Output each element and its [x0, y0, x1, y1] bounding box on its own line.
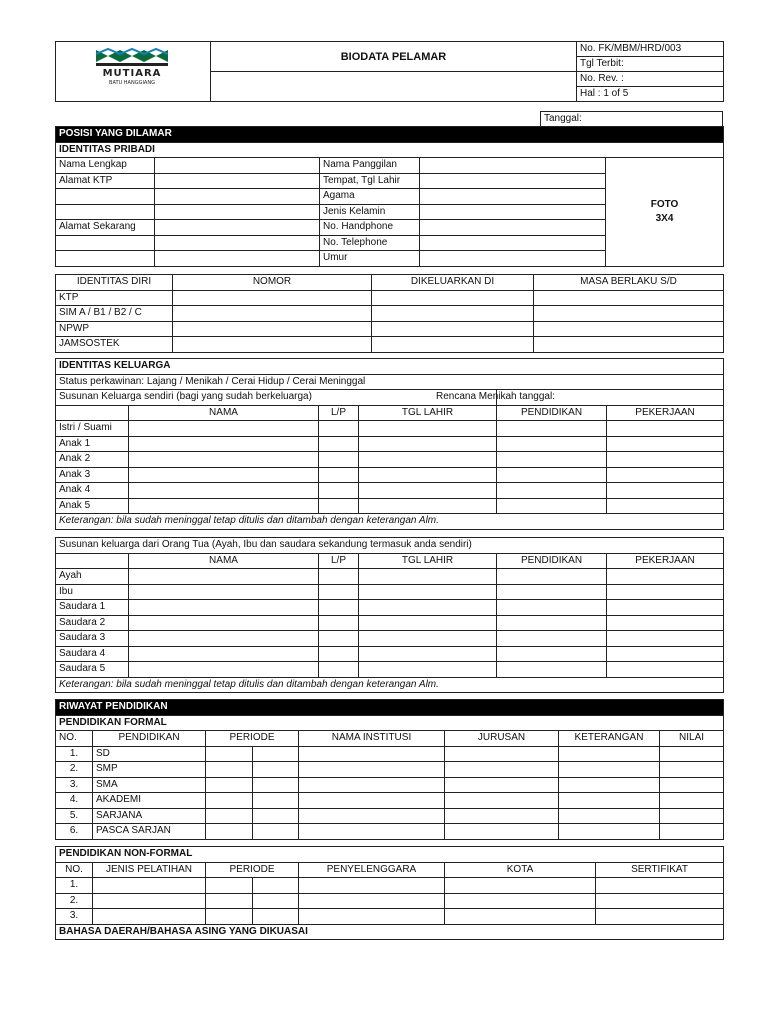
input-cell[interactable] — [299, 762, 445, 778]
table-row — [56, 762, 724, 778]
row-label: Saudara 5 — [56, 662, 129, 678]
input-cell[interactable] — [129, 615, 319, 631]
input-cell[interactable] — [497, 646, 607, 662]
table-row — [56, 909, 724, 925]
input-cell[interactable] — [299, 893, 445, 909]
row-no: 1. — [56, 878, 93, 894]
col-keterangan: KETERANGAN — [559, 731, 660, 747]
input-cell[interactable] — [445, 793, 559, 809]
input-cell[interactable] — [299, 808, 445, 824]
input-nama-panggilan[interactable] — [420, 158, 606, 174]
col-lp: L/P — [319, 553, 359, 569]
label-no-handphone: No. Handphone — [320, 220, 420, 236]
row-no: 3. — [56, 777, 93, 793]
input-no-handphone[interactable] — [420, 220, 606, 236]
input-cell[interactable] — [253, 762, 299, 778]
table-row — [56, 290, 724, 306]
input-cell[interactable] — [253, 824, 299, 840]
table-row — [56, 483, 724, 499]
input-cell[interactable] — [206, 878, 253, 894]
row-label-sim: SIM A / B1 / B2 / C — [56, 306, 173, 322]
input-cell[interactable] — [129, 569, 319, 585]
logo-text-line1: MUTIARA — [102, 68, 162, 79]
input-cell[interactable] — [206, 777, 253, 793]
col-nama-institusi: NAMA INSTITUSI — [299, 731, 445, 747]
input-cell[interactable] — [319, 421, 359, 437]
input-cell[interactable] — [206, 893, 253, 909]
input-cell[interactable] — [319, 452, 359, 468]
label-no-telephone: No. Telephone — [320, 235, 420, 251]
input-cell[interactable] — [607, 467, 724, 483]
input-cell[interactable] — [445, 777, 559, 793]
input-cell[interactable] — [359, 569, 497, 585]
table-row — [56, 615, 724, 631]
label-jenis-kelamin: Jenis Kelamin — [320, 204, 420, 220]
input-cell[interactable] — [497, 467, 607, 483]
input-cell[interactable] — [607, 569, 724, 585]
input-cell[interactable] — [445, 878, 596, 894]
input-cell[interactable] — [596, 909, 724, 925]
label-blank — [56, 251, 155, 267]
col-nama: NAMA — [129, 405, 319, 421]
susunan-keluarga-label: Susunan Keluarga sendiri (bagi yang sudah berkeluarga) — [56, 390, 497, 406]
row-no: 2. — [56, 893, 93, 909]
pendidikan-formal-table — [55, 699, 724, 840]
input-cell[interactable] — [497, 569, 607, 585]
row-level: SD — [93, 746, 206, 762]
table-row — [56, 306, 724, 322]
input-alamat-ktp-3[interactable] — [155, 204, 320, 220]
input-cell[interactable] — [445, 808, 559, 824]
col-blank — [56, 405, 129, 421]
input-cell[interactable] — [319, 483, 359, 499]
input-cell[interactable] — [445, 909, 596, 925]
row-level: SARJANA — [93, 808, 206, 824]
pendidikan-formal-heading: PENDIDIKAN FORMAL — [56, 715, 724, 731]
input-cell[interactable] — [660, 808, 724, 824]
input-cell[interactable] — [445, 893, 596, 909]
input-cell[interactable] — [607, 662, 724, 678]
input-cell[interactable] — [497, 631, 607, 647]
page-number: Hal : 1 of 5 — [577, 87, 724, 102]
input-cell[interactable] — [607, 436, 724, 452]
col-periode: PERIODE — [206, 862, 299, 878]
input-cell[interactable] — [497, 452, 607, 468]
row-level: SMA — [93, 777, 206, 793]
foto-box — [606, 158, 724, 267]
input-cell[interactable] — [319, 662, 359, 678]
col-tgl-lahir: TGL LAHIR — [359, 405, 497, 421]
label-blank — [56, 235, 155, 251]
bahasa-heading: BAHASA DAERAH/BAHASA ASING YANG DIKUASAI — [56, 924, 724, 940]
input-cell[interactable] — [173, 290, 372, 306]
pendidikan-nonformal-table — [55, 846, 724, 940]
input-alamat-ktp[interactable] — [155, 173, 320, 189]
input-cell[interactable] — [319, 584, 359, 600]
input-cell[interactable] — [497, 483, 607, 499]
keluarga-orangtua-table — [55, 537, 724, 693]
foto-size: 3X4 — [655, 212, 674, 224]
row-label: Saudara 1 — [56, 600, 129, 616]
input-tempat-tgl-lahir[interactable] — [420, 173, 606, 189]
input-cell[interactable] — [660, 793, 724, 809]
input-cell[interactable] — [534, 321, 724, 337]
keluarga-heading: IDENTITAS KELUARGA — [56, 359, 724, 375]
input-cell[interactable] — [253, 777, 299, 793]
input-cell[interactable] — [93, 878, 206, 894]
row-label: Ibu — [56, 584, 129, 600]
input-cell[interactable] — [559, 824, 660, 840]
input-cell[interactable] — [607, 483, 724, 499]
col-masa-berlaku: MASA BERLAKU S/D — [534, 275, 724, 291]
input-cell[interactable] — [319, 631, 359, 647]
table-row — [56, 421, 724, 437]
row-label: Anak 4 — [56, 483, 129, 499]
table-row — [56, 793, 724, 809]
input-cell[interactable] — [319, 600, 359, 616]
input-agama[interactable] — [420, 189, 606, 205]
input-alamat-sekarang-2[interactable] — [155, 235, 320, 251]
input-cell[interactable] — [445, 762, 559, 778]
input-cell[interactable] — [607, 631, 724, 647]
col-sertifikat: SERTIFIKAT — [596, 862, 724, 878]
input-cell[interactable] — [206, 746, 253, 762]
mutiara-logo — [80, 46, 180, 86]
input-cell[interactable] — [299, 793, 445, 809]
input-cell[interactable] — [596, 878, 724, 894]
row-label: Saudara 2 — [56, 615, 129, 631]
input-cell[interactable] — [534, 306, 724, 322]
col-jurusan: JURUSAN — [445, 731, 559, 747]
row-label: Istri / Suami — [56, 421, 129, 437]
input-cell[interactable] — [319, 646, 359, 662]
col-tgl-lahir: TGL LAHIR — [359, 553, 497, 569]
input-cell[interactable] — [559, 808, 660, 824]
col-pekerjaan: PEKERJAAN — [607, 405, 724, 421]
col-dikeluarkan-di: DIKELUARKAN DI — [372, 275, 534, 291]
input-alamat-sekarang-3[interactable] — [155, 251, 320, 267]
identitas-pribadi-heading: IDENTITAS PRIBADI — [56, 142, 724, 158]
input-cell[interactable] — [660, 762, 724, 778]
input-cell[interactable] — [497, 421, 607, 437]
row-no: 1. — [56, 746, 93, 762]
label-alamat-ktp: Alamat KTP — [56, 173, 155, 189]
input-cell[interactable] — [129, 600, 319, 616]
input-nama-lengkap[interactable] — [155, 158, 320, 174]
row-label-ktp: KTP — [56, 290, 173, 306]
table-row — [56, 498, 724, 514]
input-cell[interactable] — [607, 600, 724, 616]
input-cell[interactable] — [129, 498, 319, 514]
col-nomor: NOMOR — [173, 275, 372, 291]
keterangan-note: Keterangan: bila sudah meninggal tetap ditulis dan ditambah dengan keterangan Alm. — [56, 514, 724, 530]
input-no-telephone[interactable] — [420, 235, 606, 251]
table-row — [56, 777, 724, 793]
input-cell[interactable] — [497, 436, 607, 452]
form-title: BIODATA PELAMAR — [211, 42, 577, 72]
input-cell[interactable] — [129, 662, 319, 678]
status-perkawinan[interactable]: Status perkawinan: Lajang / Menikah / Cerai Hidup / Cerai Meninggal — [56, 374, 724, 390]
input-cell[interactable] — [206, 824, 253, 840]
label-nama-panggilan: Nama Panggilan — [320, 158, 420, 174]
input-cell[interactable] — [559, 777, 660, 793]
input-cell[interactable] — [372, 306, 534, 322]
input-cell[interactable] — [129, 467, 319, 483]
input-cell[interactable] — [445, 824, 559, 840]
input-cell[interactable] — [660, 746, 724, 762]
input-cell[interactable] — [660, 777, 724, 793]
row-no: 2. — [56, 762, 93, 778]
input-cell[interactable] — [129, 483, 319, 499]
rencana-menikah[interactable]: Rencana Menikah tanggal: — [433, 390, 660, 406]
input-cell[interactable] — [173, 337, 372, 353]
label-blank — [56, 204, 155, 220]
input-cell[interactable] — [359, 483, 497, 499]
table-row — [56, 893, 724, 909]
input-cell[interactable] — [359, 631, 497, 647]
col-pendidikan: PENDIDIKAN — [497, 553, 607, 569]
input-cell[interactable] — [359, 615, 497, 631]
row-label: Saudara 3 — [56, 631, 129, 647]
input-cell[interactable] — [359, 498, 497, 514]
input-cell[interactable] — [559, 746, 660, 762]
col-periode: PERIODE — [206, 731, 299, 747]
input-cell[interactable] — [299, 777, 445, 793]
input-cell[interactable] — [607, 584, 724, 600]
input-cell[interactable] — [253, 808, 299, 824]
table-row — [56, 808, 724, 824]
input-cell[interactable] — [359, 600, 497, 616]
input-cell[interactable] — [93, 893, 206, 909]
input-cell[interactable] — [607, 615, 724, 631]
input-cell[interactable] — [359, 421, 497, 437]
col-jenis-pelatihan: JENIS PELATIHAN — [93, 862, 206, 878]
keterangan-note: Keterangan: bila sudah meninggal tetap ditulis dan ditambah dengan keterangan Alm. — [56, 677, 724, 693]
input-cell[interactable] — [359, 452, 497, 468]
col-pekerjaan: PEKERJAAN — [607, 553, 724, 569]
col-pendidikan: PENDIDIKAN — [93, 731, 206, 747]
input-cell[interactable] — [607, 646, 724, 662]
row-no: 4. — [56, 793, 93, 809]
input-cell[interactable] — [206, 762, 253, 778]
col-no: NO. — [56, 862, 93, 878]
input-cell[interactable] — [253, 909, 299, 925]
input-cell[interactable] — [607, 498, 724, 514]
input-cell[interactable] — [206, 808, 253, 824]
col-blank — [56, 553, 129, 569]
table-row — [56, 321, 724, 337]
input-cell[interactable] — [596, 893, 724, 909]
tanggal-field[interactable]: Tanggal: — [541, 112, 723, 128]
input-cell[interactable] — [129, 631, 319, 647]
input-cell[interactable] — [319, 436, 359, 452]
input-alamat-ktp-2[interactable] — [155, 189, 320, 205]
input-cell[interactable] — [372, 321, 534, 337]
label-agama: Agama — [320, 189, 420, 205]
table-row — [56, 337, 724, 353]
row-label: Anak 3 — [56, 467, 129, 483]
input-cell[interactable] — [129, 421, 319, 437]
row-label: Saudara 4 — [56, 646, 129, 662]
table-row — [56, 824, 724, 840]
row-no: 5. — [56, 808, 93, 824]
input-cell[interactable] — [129, 452, 319, 468]
row-label: Anak 5 — [56, 498, 129, 514]
input-cell[interactable] — [299, 909, 445, 925]
input-cell[interactable] — [253, 893, 299, 909]
table-row — [56, 600, 724, 616]
input-cell[interactable] — [206, 909, 253, 925]
input-cell[interactable] — [129, 584, 319, 600]
col-lp: L/P — [319, 405, 359, 421]
row-level: PASCA SARJAN — [93, 824, 206, 840]
table-row — [56, 878, 724, 894]
input-cell[interactable] — [497, 498, 607, 514]
input-cell[interactable] — [607, 452, 724, 468]
input-cell[interactable] — [253, 793, 299, 809]
input-cell[interactable] — [253, 878, 299, 894]
identitas-pribadi-table — [55, 126, 724, 267]
title-blank — [211, 72, 577, 102]
posisi-heading: POSISI YANG DILAMAR — [56, 127, 724, 143]
table-row — [56, 569, 724, 585]
row-label: Anak 2 — [56, 452, 129, 468]
input-cell[interactable] — [206, 793, 253, 809]
identitas-diri-table — [55, 274, 724, 353]
input-cell[interactable] — [497, 584, 607, 600]
input-cell[interactable] — [253, 746, 299, 762]
row-level: AKADEMI — [93, 793, 206, 809]
input-cell[interactable] — [372, 290, 534, 306]
input-cell[interactable] — [359, 436, 497, 452]
table-row — [56, 467, 724, 483]
label-alamat-sekarang: Alamat Sekarang — [56, 220, 155, 236]
logo-text-line2: BATU HANGGIANG — [109, 80, 155, 86]
input-cell[interactable] — [299, 878, 445, 894]
input-cell[interactable] — [129, 436, 319, 452]
table-row — [56, 662, 724, 678]
input-cell[interactable] — [607, 421, 724, 437]
nonformal-heading: PENDIDIKAN NON-FORMAL — [56, 847, 724, 863]
tgl-terbit: Tgl Terbit: — [577, 57, 724, 72]
col-identitas-diri: IDENTITAS DIRI — [56, 275, 173, 291]
input-cell[interactable] — [93, 909, 206, 925]
no-rev: No. Rev. : — [577, 72, 724, 87]
input-cell[interactable] — [497, 600, 607, 616]
input-cell[interactable] — [319, 467, 359, 483]
row-level: SMP — [93, 762, 206, 778]
col-penyelenggara: PENYELENGGARA — [299, 862, 445, 878]
row-label-jamsostek: JAMSOSTEK — [56, 337, 173, 353]
input-umur[interactable] — [420, 251, 606, 267]
label-blank — [56, 189, 155, 205]
table-row — [56, 746, 724, 762]
table-row — [56, 452, 724, 468]
input-cell[interactable] — [497, 615, 607, 631]
orangtua-heading: Susunan keluarga dari Orang Tua (Ayah, Ibu dan saudara sekandung termasuk anda sendiri) — [56, 538, 724, 554]
input-cell[interactable] — [319, 615, 359, 631]
input-cell[interactable] — [497, 662, 607, 678]
table-row — [56, 584, 724, 600]
input-cell[interactable] — [534, 290, 724, 306]
input-cell[interactable] — [299, 824, 445, 840]
col-kota: KOTA — [445, 862, 596, 878]
input-cell[interactable] — [359, 584, 497, 600]
input-cell[interactable] — [129, 646, 319, 662]
input-cell[interactable] — [299, 746, 445, 762]
foto-label: FOTO — [650, 198, 679, 210]
table-row — [56, 436, 724, 452]
label-nama-lengkap: Nama Lengkap — [56, 158, 155, 174]
row-no: 6. — [56, 824, 93, 840]
row-label: Anak 1 — [56, 436, 129, 452]
label-umur: Umur — [320, 251, 420, 267]
col-no: NO. — [56, 731, 93, 747]
input-cell[interactable] — [559, 762, 660, 778]
input-cell[interactable] — [559, 793, 660, 809]
row-no: 3. — [56, 909, 93, 925]
doc-number: No. FK/MBM/HRD/003 — [577, 42, 724, 57]
input-cell[interactable] — [319, 498, 359, 514]
input-cell[interactable] — [173, 306, 372, 322]
input-cell[interactable] — [359, 646, 497, 662]
input-cell[interactable] — [319, 569, 359, 585]
input-cell[interactable] — [660, 824, 724, 840]
input-alamat-sekarang[interactable] — [155, 220, 320, 236]
input-cell[interactable] — [359, 662, 497, 678]
row-label: Ayah — [56, 569, 129, 585]
input-cell[interactable] — [534, 337, 724, 353]
table-row — [56, 631, 724, 647]
riwayat-pendidikan-heading: RIWAYAT PENDIDIKAN — [56, 700, 724, 716]
label-tempat-tgl-lahir: Tempat, Tgl Lahir — [320, 173, 420, 189]
col-nama: NAMA — [129, 553, 319, 569]
identitas-keluarga-table — [55, 358, 724, 530]
input-cell[interactable] — [359, 467, 497, 483]
input-jenis-kelamin[interactable] — [420, 204, 606, 220]
input-cell[interactable] — [445, 746, 559, 762]
col-pendidikan: PENDIDIKAN — [497, 405, 607, 421]
input-cell[interactable] — [173, 321, 372, 337]
col-nilai: NILAI — [660, 731, 724, 747]
table-row — [56, 646, 724, 662]
row-label-npwp: NPWP — [56, 321, 173, 337]
input-cell[interactable] — [372, 337, 534, 353]
